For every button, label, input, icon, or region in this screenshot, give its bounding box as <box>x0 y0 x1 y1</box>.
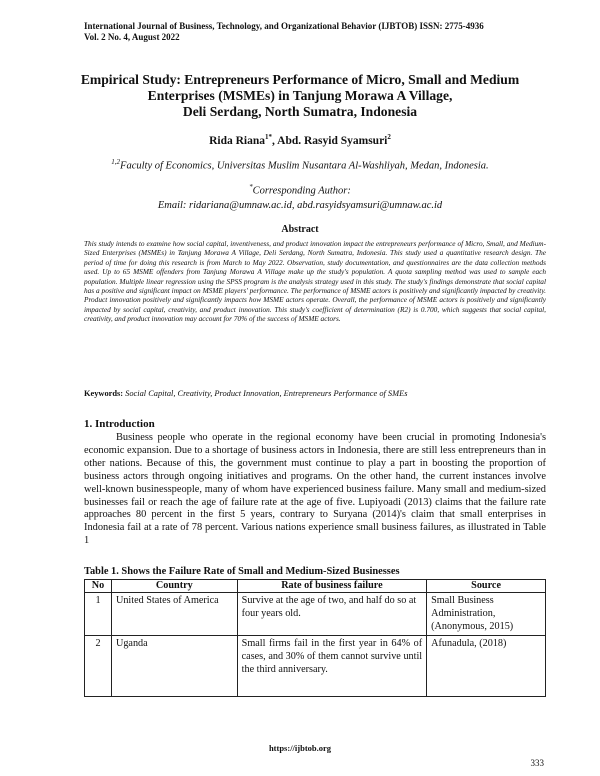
corresponding-label: Corresponding Author: <box>252 185 351 197</box>
keywords <box>84 389 546 398</box>
table-cell-source: Afunadula, (2018) <box>427 636 546 697</box>
table-cell-rate: Small firms fail in the first year in 64% of cases, and 30% of them cannot survive until the third anniversary. <box>237 636 426 697</box>
corresponding-superscript: * <box>249 183 253 191</box>
table-cell-no: 2 <box>85 636 112 697</box>
author-superscript: 1* <box>265 133 273 141</box>
author-name: Rida Riana <box>209 134 266 147</box>
page-number: 333 <box>530 758 544 768</box>
table-cell-rate: Survive at the age of two, and half do so at four years old. <box>237 593 426 636</box>
introduction-paragraph: Business people who operate in the regional economy have been crucial in promoting Indonesia's economic expansion. Due to a shortage of business actors in Indonesia, there are still less entrepreneurs than in other nations. Because of this, the government must continue to play a part in boosting the proportion of business actors through ongoing initiatives and programs. On the other hand, the current instances involve well-known businesspeople, many of whom have experienced business failure. Many small and medium-sized businesses fail or reach the age of failure rate at the age of five. Lupiyoadi (2013) claims that the failure rate approaches 80 percent in the first 5 years, contrary to Suryana (2014)'s claim that small enterprises in Indonesia fail at a rate of 78 percent. Various nations experience small business failures, as illustrated in Table 1 <box>84 432 546 547</box>
author-list <box>0 133 600 147</box>
journal-name: International Journal of Business, Technology, and Organizational Behavior (IJBTOB) ISSN: 2775-4936 <box>84 21 484 31</box>
affiliation-text: Faculty of Economics, Universitas Muslim Nusantara Al-Washliyah, Medan, Indonesia. <box>120 160 489 172</box>
author-name: Abd. Rasyid Syamsuri <box>277 134 388 147</box>
table-caption: Table 1. Shows the Failure Rate of Small and Medium-Sized Businesses <box>84 566 400 577</box>
journal-volume: Vol. 2 No. 4, August 2022 <box>84 32 180 42</box>
abstract-text: This study intends to examine how social capital, inventiveness, and product innovation impact the entrepreneurs performance of Micro, Small, and Medium-Sized Enterprises (MSMEs) in Tanjung Morawa A Village, Deli Serdang, North Sumatra, Indonesia. This study used a quantitative research design. The period of time for doing this research is from March to May 2022. Observation, study documentation, and questionnaires are the data collection methods used. Up to 65 MSME offenders from Tanjung Morawa A Village make up the study's population. A quota sampling method was used to sample each population. Multiple linear regression using the SPSS program is the analysis strategy used in this study. The study's findings demonstrate that social capital has a positive and significant impact on MSME players' performance. The performance of MSME actors is positively and significantly impacted by creativity. Product innovation positively and significantly impacts how MSME actors operate. Overall, the performance of MSME actors is positively and significantly impacted by social capital, creativity, and product innovation. This study's coefficient of determination (R2) is 0.700, which suggests that social capital, creativity, and product innovation may account for 70% of the success of MSME actors. <box>84 239 546 324</box>
footer-url: https://ijbtob.org <box>268 743 332 753</box>
keywords-label: Keywords: <box>84 389 124 398</box>
affiliation-superscript: 1,2 <box>111 158 121 166</box>
table-cell-no: 1 <box>85 593 112 636</box>
table-row <box>85 636 546 697</box>
table-header-cell: Source <box>427 580 546 593</box>
title-line: Deli Serdang, North Sumatra, Indonesia <box>182 104 418 119</box>
table-row <box>85 593 546 636</box>
table-cell-country: Uganda <box>111 636 237 697</box>
table-header-cell: Rate of business failure <box>237 580 426 593</box>
failure-rate-table <box>84 579 546 697</box>
author-emails: Email: ridariana@umnaw.ac.id, abd.rasyidsyamsuri@umnaw.ac.id <box>157 199 443 211</box>
table-header-cell: Country <box>111 580 237 593</box>
paper-title <box>60 72 540 120</box>
title-line: Empirical Study: Entrepreneurs Performance of Micro, Small and Medium <box>80 72 520 87</box>
author-separator: , <box>272 134 278 147</box>
table-header-row <box>85 580 546 593</box>
corresponding-author <box>0 180 600 213</box>
author-superscript: 2 <box>387 133 391 141</box>
table-cell-source: Small Business Administration, (Anonymous, 2015) <box>427 593 546 636</box>
table-header-cell: No <box>85 580 112 593</box>
table-cell-country: United States of America <box>111 593 237 636</box>
abstract-heading: Abstract <box>281 224 319 235</box>
section-heading-introduction: 1. Introduction <box>84 418 155 430</box>
title-line: Enterprises (MSMEs) in Tanjung Morawa A Village, <box>147 88 453 103</box>
keywords-value: Social Capital, Creativity, Product Innovation, Entrepreneurs Performance of SMEs <box>125 389 408 398</box>
affiliation <box>0 158 600 172</box>
